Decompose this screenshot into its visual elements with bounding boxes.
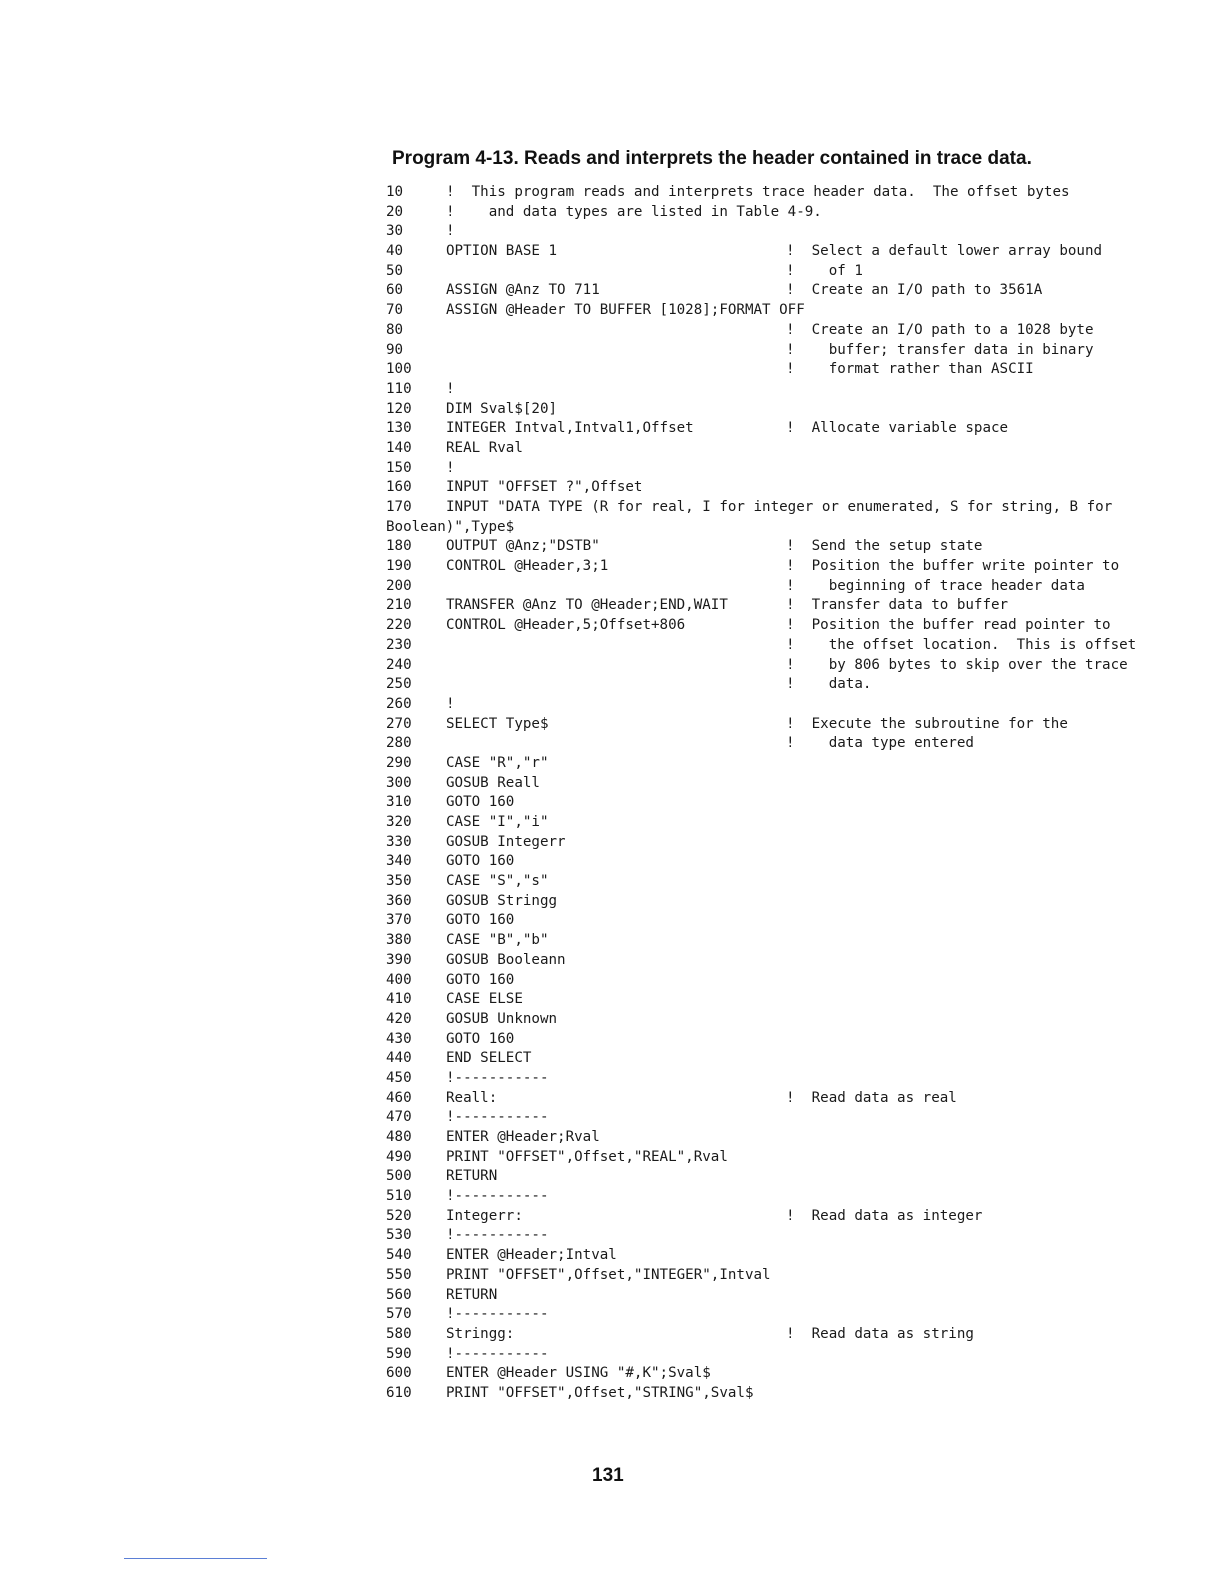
line-comment: ! Position the buffer read pointer to xyxy=(786,617,1111,634)
line-code: OUTPUT @Anz;"DSTB" xyxy=(446,538,600,555)
line-comment: ! Execute the subroutine for the xyxy=(786,715,1068,732)
line-code: ! xyxy=(446,459,455,476)
line-code: Stringg: xyxy=(446,1325,515,1342)
line-code: ENTER @Header;Intval xyxy=(446,1247,617,1264)
program-line xyxy=(384,1030,1164,1050)
page-number: 131 xyxy=(592,1465,624,1486)
line-comment: ! the offset location. This is offset xyxy=(786,636,1137,653)
program-line xyxy=(384,577,1164,597)
line-code: GOTO 160 xyxy=(446,971,515,988)
line-code: RETURN xyxy=(446,1168,498,1185)
line-number: 320 xyxy=(386,814,412,830)
line-code: PRINT "OFFSET",Offset,"INTEGER",Intval xyxy=(446,1266,771,1283)
footer-rule xyxy=(124,1558,267,1559)
line-code: OPTION BASE 1 xyxy=(446,243,558,260)
program-line xyxy=(384,931,1164,951)
line-number: 550 xyxy=(386,1266,412,1283)
line-number: 50 xyxy=(386,262,404,279)
program-line xyxy=(384,971,1164,991)
line-code: GOSUB Stringg xyxy=(446,892,558,909)
line-number: 210 xyxy=(386,597,412,614)
line-code: ! xyxy=(446,695,455,712)
line-code: DIM Sval$[20] xyxy=(446,400,558,417)
line-number: 290 xyxy=(386,754,412,771)
line-number: 250 xyxy=(386,676,412,693)
program-line xyxy=(384,656,1164,676)
program-line xyxy=(384,1049,1164,1069)
line-number: 600 xyxy=(386,1365,412,1382)
line-comment: ! beginning of trace header data xyxy=(786,577,1085,594)
line-number: 430 xyxy=(386,1030,412,1047)
program-line xyxy=(384,262,1164,282)
line-code: !----------- xyxy=(446,1188,549,1205)
line-code: CASE "R","r" xyxy=(446,754,549,771)
line-comment: ! of 1 xyxy=(786,262,863,279)
line-number: 340 xyxy=(386,853,412,870)
program-line xyxy=(384,203,1164,223)
program-line xyxy=(384,557,1164,577)
line-number: 360 xyxy=(386,892,412,909)
line-code: END SELECT xyxy=(446,1050,532,1067)
program-line xyxy=(384,990,1164,1010)
line-code: GOSUB Unknown xyxy=(446,1010,558,1027)
line-code: ! xyxy=(446,223,455,240)
line-number: 200 xyxy=(386,577,412,594)
page-title: Program 4-13. Reads and interprets the header contained in trace data. xyxy=(392,148,1032,169)
line-code: Integerr: xyxy=(446,1207,523,1224)
program-line xyxy=(384,833,1164,853)
program-line xyxy=(384,478,1164,498)
line-code: !----------- xyxy=(446,1345,549,1362)
program-line xyxy=(384,1246,1164,1266)
program-line xyxy=(384,281,1164,301)
program-line xyxy=(384,518,1164,538)
program-line xyxy=(384,734,1164,754)
line-number: 30 xyxy=(386,223,404,240)
program-line xyxy=(384,872,1164,892)
program-line xyxy=(384,1345,1164,1365)
program-line xyxy=(384,439,1164,459)
program-line xyxy=(384,1226,1164,1246)
line-number: 400 xyxy=(386,971,412,988)
line-number: 100 xyxy=(386,361,412,378)
line-comment: ! Create an I/O path to a 1028 byte xyxy=(786,321,1094,338)
line-code: INPUT "OFFSET ?",Offset xyxy=(446,479,643,496)
program-line xyxy=(384,1010,1164,1030)
line-number: 120 xyxy=(386,400,412,417)
line-comment: ! Position the buffer write pointer to xyxy=(786,558,1120,575)
line-code: ENTER @Header USING "#,K";Sval$ xyxy=(446,1365,711,1382)
program-line xyxy=(384,1108,1164,1128)
program-line xyxy=(384,892,1164,912)
line-code: GOSUB Booleann xyxy=(446,951,566,968)
line-code: !----------- xyxy=(446,1109,549,1126)
line-code: !----------- xyxy=(446,1306,549,1323)
line-number: 540 xyxy=(386,1247,412,1264)
program-line xyxy=(384,1089,1164,1109)
line-comment: ! data type entered xyxy=(786,735,974,752)
line-number: 10 xyxy=(386,184,404,200)
line-number: 160 xyxy=(386,479,412,496)
line-comment: ! Allocate variable space xyxy=(786,420,1009,437)
program-line xyxy=(384,911,1164,931)
program-line xyxy=(384,380,1164,400)
program-line xyxy=(384,754,1164,774)
program-listing xyxy=(384,183,1164,1404)
program-line xyxy=(384,813,1164,833)
line-number: 240 xyxy=(386,656,412,673)
line-code: !----------- xyxy=(446,1069,549,1086)
program-line xyxy=(384,616,1164,636)
line-code: GOSUB Reall xyxy=(446,774,540,791)
line-number: 60 xyxy=(386,282,404,299)
line-continuation: Boolean)",Type$ xyxy=(386,518,515,535)
program-line xyxy=(384,537,1164,557)
line-number: 70 xyxy=(386,302,404,319)
line-number: 310 xyxy=(386,794,412,811)
program-line xyxy=(384,498,1164,518)
line-comment: ! Read data as string xyxy=(786,1325,974,1342)
program-line xyxy=(384,1187,1164,1207)
line-number: 130 xyxy=(386,420,412,437)
line-number: 590 xyxy=(386,1345,412,1362)
line-code: PRINT "OFFSET",Offset,"STRING",Sval$ xyxy=(446,1384,754,1401)
program-line xyxy=(384,242,1164,262)
program-line xyxy=(384,419,1164,439)
line-number: 560 xyxy=(386,1286,412,1303)
program-line xyxy=(384,301,1164,321)
line-number: 570 xyxy=(386,1306,412,1323)
line-code: INPUT "DATA TYPE (R for real, I for integer or enumerated, S for string, B for xyxy=(446,499,1113,515)
line-number: 460 xyxy=(386,1089,412,1106)
line-number: 390 xyxy=(386,951,412,968)
line-number: 450 xyxy=(386,1069,412,1086)
line-number: 490 xyxy=(386,1148,412,1165)
line-number: 470 xyxy=(386,1109,412,1126)
line-number: 420 xyxy=(386,1010,412,1027)
line-comment: ! Transfer data to buffer xyxy=(786,597,1009,614)
line-code: RETURN xyxy=(446,1286,498,1303)
line-number: 350 xyxy=(386,873,412,890)
line-code: GOTO 160 xyxy=(446,794,515,811)
line-number: 20 xyxy=(386,203,404,220)
line-code: CASE ELSE xyxy=(446,991,523,1008)
line-comment: ! by 806 bytes to skip over the trace xyxy=(786,656,1128,673)
line-code: ASSIGN @Header TO BUFFER [1028];FORMAT OFF xyxy=(446,302,805,319)
line-number: 510 xyxy=(386,1188,412,1205)
line-number: 40 xyxy=(386,243,404,260)
program-line xyxy=(384,793,1164,813)
program-line xyxy=(384,183,1164,203)
line-number: 110 xyxy=(386,380,412,397)
line-comment: ! format rather than ASCII xyxy=(786,361,1034,378)
line-number: 330 xyxy=(386,833,412,850)
line-number: 260 xyxy=(386,695,412,712)
program-line xyxy=(384,1128,1164,1148)
line-code: !----------- xyxy=(446,1227,549,1244)
program-line xyxy=(384,360,1164,380)
line-number: 90 xyxy=(386,341,404,358)
program-line xyxy=(384,341,1164,361)
line-number: 530 xyxy=(386,1227,412,1244)
line-number: 410 xyxy=(386,991,412,1008)
line-code: CASE "B","b" xyxy=(446,932,549,949)
line-number: 140 xyxy=(386,439,412,456)
line-number: 370 xyxy=(386,912,412,929)
program-line xyxy=(384,675,1164,695)
line-comment: ! Read data as integer xyxy=(786,1207,983,1224)
program-line xyxy=(384,321,1164,341)
line-number: 380 xyxy=(386,932,412,949)
line-code: GOTO 160 xyxy=(446,1030,515,1047)
program-line xyxy=(384,222,1164,242)
program-line xyxy=(384,1325,1164,1345)
line-number: 280 xyxy=(386,735,412,752)
line-number: 230 xyxy=(386,636,412,653)
line-code: ! xyxy=(446,380,455,397)
line-code: ! and data types are listed in Table 4-9. xyxy=(446,203,822,220)
line-code: ! This program reads and interprets trace header data. The offset bytes xyxy=(446,184,1070,200)
line-number: 150 xyxy=(386,459,412,476)
program-line xyxy=(384,1286,1164,1306)
program-line xyxy=(384,1266,1164,1286)
line-number: 580 xyxy=(386,1325,412,1342)
line-number: 480 xyxy=(386,1129,412,1145)
line-code: Reall: xyxy=(446,1089,498,1106)
line-comment: ! Select a default lower array bound xyxy=(786,243,1103,260)
program-line xyxy=(384,774,1164,794)
line-code: SELECT Type$ xyxy=(446,715,549,732)
program-line xyxy=(384,715,1164,735)
program-line xyxy=(384,400,1164,420)
line-number: 610 xyxy=(386,1384,412,1401)
program-line xyxy=(384,1384,1164,1404)
program-line xyxy=(384,1364,1164,1384)
program-line xyxy=(384,1148,1164,1168)
line-number: 520 xyxy=(386,1207,412,1224)
line-code: PRINT "OFFSET",Offset,"REAL",Rval xyxy=(446,1148,728,1165)
program-line xyxy=(384,1305,1164,1325)
line-comment: ! Create an I/O path to 3561A xyxy=(786,282,1043,299)
line-code: GOTO 160 xyxy=(446,853,515,870)
line-comment: ! data. xyxy=(786,676,872,693)
line-number: 300 xyxy=(386,774,412,791)
line-number: 440 xyxy=(386,1050,412,1067)
line-number: 270 xyxy=(386,715,412,732)
program-line xyxy=(384,1207,1164,1227)
program-line xyxy=(384,852,1164,872)
line-comment: ! Read data as real xyxy=(786,1089,957,1106)
line-number: 180 xyxy=(386,538,412,555)
line-code: CONTROL @Header,3;1 xyxy=(446,558,609,575)
program-line xyxy=(384,951,1164,971)
line-number: 500 xyxy=(386,1168,412,1185)
line-code: GOSUB Integerr xyxy=(446,833,566,850)
line-code: INTEGER Intval,Intval1,Offset xyxy=(446,420,694,437)
program-line xyxy=(384,636,1164,656)
program-line xyxy=(384,596,1164,616)
line-number: 170 xyxy=(386,499,412,515)
program-line xyxy=(384,695,1164,715)
line-number: 220 xyxy=(386,617,412,634)
line-code: CASE "I","i" xyxy=(446,814,549,830)
program-line xyxy=(384,1167,1164,1187)
program-line xyxy=(384,1069,1164,1089)
line-code: CASE "S","s" xyxy=(446,873,549,890)
line-code: GOTO 160 xyxy=(446,912,515,929)
line-code: ENTER @Header;Rval xyxy=(446,1129,600,1145)
line-code: ASSIGN @Anz TO 711 xyxy=(446,282,600,299)
line-comment: ! buffer; transfer data in binary xyxy=(786,341,1094,358)
line-number: 80 xyxy=(386,321,404,338)
line-code: CONTROL @Header,5;Offset+806 xyxy=(446,617,686,634)
line-code: TRANSFER @Anz TO @Header;END,WAIT xyxy=(446,597,728,614)
line-number: 190 xyxy=(386,558,412,575)
line-comment: ! Send the setup state xyxy=(786,538,983,555)
program-line xyxy=(384,459,1164,479)
line-code: REAL Rval xyxy=(446,439,523,456)
